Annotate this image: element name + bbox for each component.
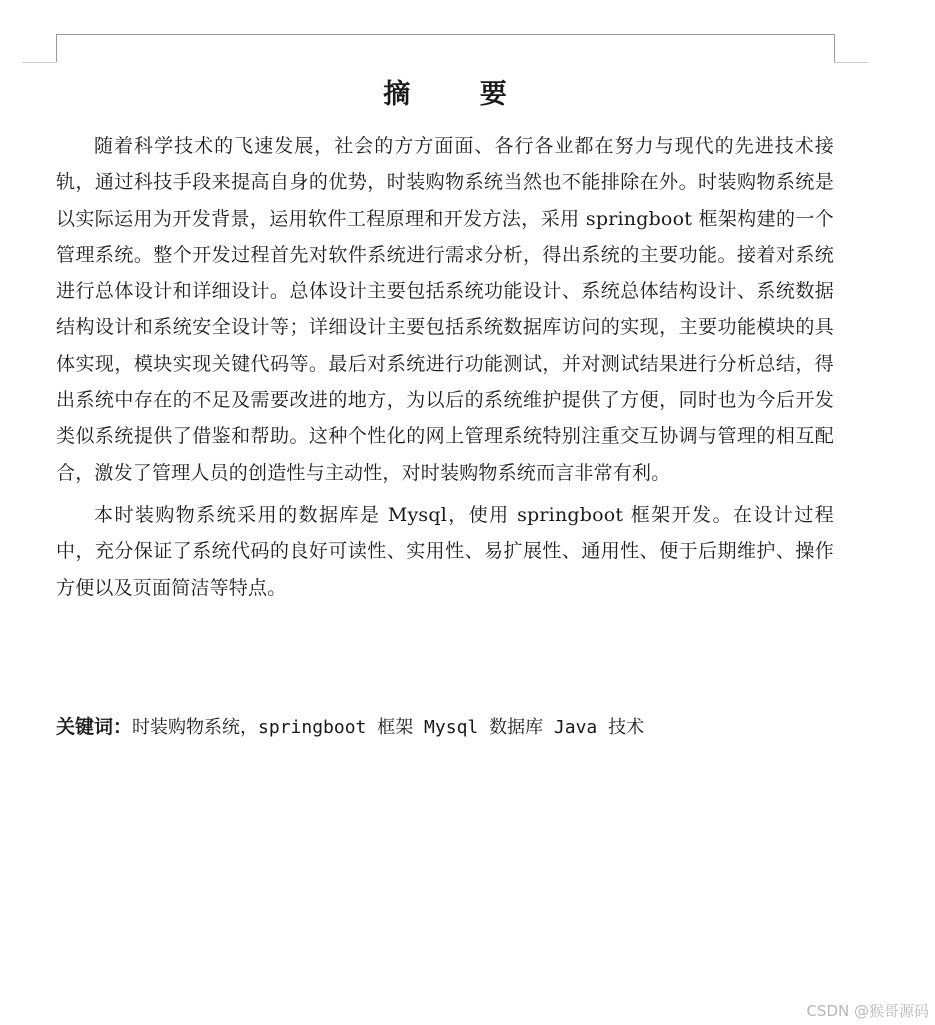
abstract-title: 摘 要 bbox=[383, 79, 537, 110]
watermark: CSDN @猴哥源码 bbox=[806, 1002, 929, 1020]
keywords-line bbox=[56, 712, 834, 743]
crop-mark-left-horizontal bbox=[22, 62, 56, 63]
abstract-body bbox=[56, 128, 834, 606]
abstract-paragraph-1: 随着科学技术的飞速发展，社会的方方面面、各行各业都在努力与现代的先进技术接轨，通过科技手段来提高自身的优势，时装购物系统当然也不能排除在外。时装购物系统是以实际运用为开发背景，运用软件工程原理和开发方法，采用 springboot 框架构建的一个管理系统。整个开发过程首先对软件系统进行需求分析，得出系统的主要功能。接着对系统进行总体设计和详细设计。总体设计主要包括系统功能设计、系统总体结构设计、系统数据结构设计和系统安全设计等；详细设计主要包括系统数据库访问的实现，主要功能模块的具体实现，模块实现关键代码等。最后对系统进行功能测试，并对测试结果进行分析总结，得出系统中存在的不足及需要改进的地方，为以后的系统维护提供了方便，同时也为今后开发类似系统提供了借鉴和帮助。这种个性化的网上管理系统特别注重交互协调与管理的相互配合，激发了管理人员的创造性与主动性，对时装购物系统而言非常有利。 bbox=[56, 135, 834, 484]
keywords-text: 时装购物系统，springboot 框架 Mysql 数据库 Java 技术 bbox=[132, 717, 645, 738]
crop-mark-right-vertical bbox=[834, 34, 835, 62]
page-top-border bbox=[56, 34, 834, 35]
keywords-label: 关键词： bbox=[56, 716, 133, 738]
abstract-paragraph-2: 本时装购物系统采用的数据库是 Mysql，使用 springboot 框架开发。在设计过程中，充分保证了系统代码的良好可读性、实用性、易扩展性、通用性、便于后期维护、操作方便以及页面简洁等特点。 bbox=[56, 503, 834, 599]
crop-mark-left-vertical bbox=[56, 34, 57, 62]
crop-mark-right-horizontal bbox=[834, 62, 868, 63]
